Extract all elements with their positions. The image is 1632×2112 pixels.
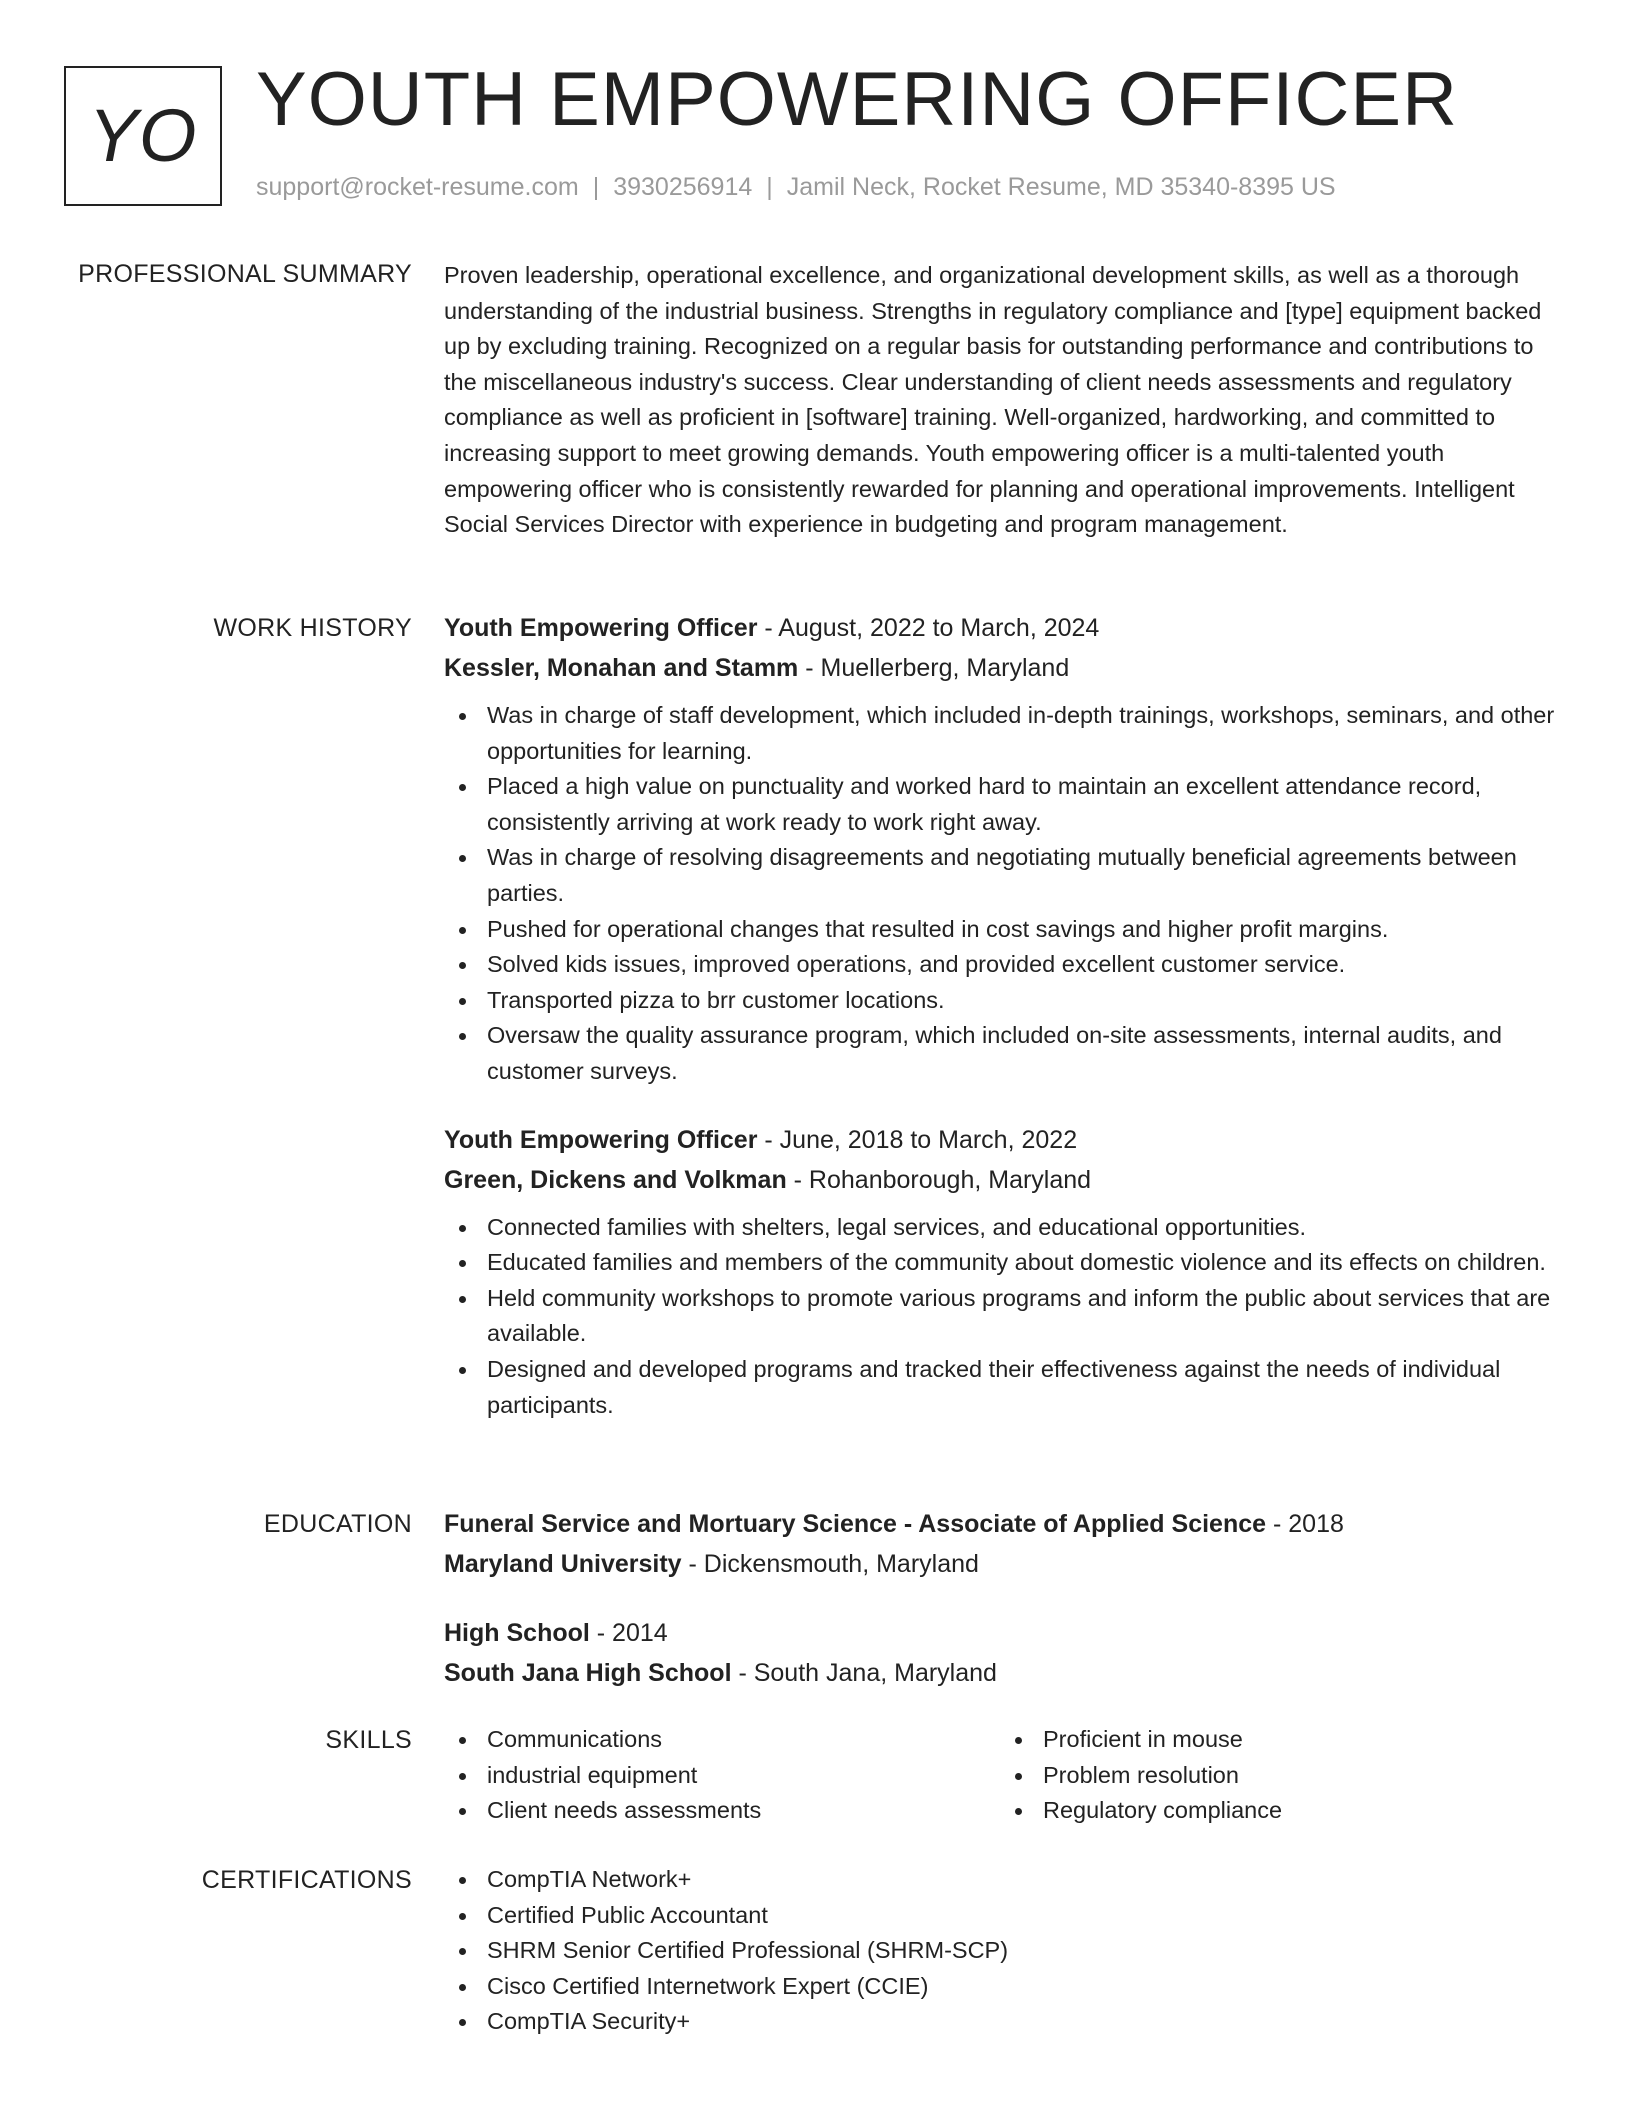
summary-text: Proven leadership, operational excellence, and organizational development skills, as well as a thorough understanding of the industrial business. Strengths in regulatory compliance and [type] equipment backed up by excluding training. Recognized on a regular basis for outstanding performance and contributions to the miscellaneous industry's success. Clear understanding of client needs assessments and regulatory compliance as well as proficient in [software] training. Well-organized, hardworking, and committed to increasing support to meet growing demands. Youth empowering officer is a multi-talented youth empowering officer who is consistently rewarded for planning and operational improvements. Intelligent Social Services Director with experience in budgeting and program management. <box>444 262 1542 538</box>
section-label-work-history: WORK HISTORY <box>213 614 412 642</box>
section-label-certifications: CERTIFICATIONS <box>201 1866 412 1894</box>
education-degree-line <box>444 1613 1556 1653</box>
contact-separator: | <box>766 173 773 201</box>
list-item: Cisco Certified Internetwork Expert (CCIE) <box>487 1969 1556 2005</box>
job-entry <box>444 608 1556 1090</box>
education-year: - 2014 <box>589 1619 668 1647</box>
job-bullets <box>444 698 1556 1090</box>
job-title-line <box>444 1120 1556 1160</box>
job-company-line <box>444 648 1556 688</box>
list-item: industrial equipment <box>487 1758 1000 1794</box>
list-item: Was in charge of resolving disagreements and negotiating mutually beneficial agreements between parties. <box>487 840 1556 911</box>
job-company: Green, Dickens and Volkman <box>444 1165 787 1194</box>
list-item: Designed and developed programs and tracked their effectiveness against the needs of individual participants. <box>487 1352 1556 1423</box>
skills-body <box>444 1722 1556 1829</box>
job-entry <box>444 1120 1556 1424</box>
job-company: Kessler, Monahan and Stamm <box>444 654 799 682</box>
list-item: SHRM Senior Certified Professional (SHRM-SCP) <box>487 1933 1556 1969</box>
education-year: - 2018 <box>1266 1510 1344 1538</box>
list-item: Communications <box>487 1722 1000 1758</box>
list-item: Pushed for operational changes that resulted in cost savings and higher profit margins. <box>487 912 1556 948</box>
monogram-box <box>64 66 222 206</box>
list-item: CompTIA Security+ <box>487 2004 1556 2040</box>
section-label-summary: PROFESSIONAL SUMMARY <box>78 260 412 288</box>
education-body <box>444 1504 1556 1693</box>
education-school: Maryland University <box>444 1550 682 1578</box>
skills-list-left <box>444 1722 1000 1829</box>
list-item: Oversaw the quality assurance program, which included on-site assessments, internal audits, and customer surveys. <box>487 1018 1556 1089</box>
list-item: Placed a high value on punctuality and worked hard to maintain an excellent attendance record, consistently arriving at work ready to work right away. <box>487 769 1556 840</box>
section-label-skills: SKILLS <box>325 1726 412 1754</box>
job-location: - Muellerberg, Maryland <box>798 654 1070 682</box>
job-dates: - August, 2022 to March, 2024 <box>757 614 1100 642</box>
skills-list-right <box>1000 1722 1556 1829</box>
contact-address: Jamil Neck, Rocket Resume, MD 35340-8395 US <box>786 173 1336 201</box>
list-item: CompTIA Network+ <box>487 1862 1556 1898</box>
list-item: Held community workshops to promote various programs and inform the public about services that are available. <box>487 1281 1556 1352</box>
education-entry <box>444 1613 1556 1693</box>
education-degree: High School <box>444 1619 590 1647</box>
education-degree-line <box>444 1504 1556 1544</box>
contact-separator: | <box>592 173 600 201</box>
education-school-line <box>444 1653 1556 1693</box>
contact-line <box>256 172 1336 202</box>
monogram-initials: YO <box>88 94 198 177</box>
list-item: Was in charge of staff development, which included in-depth trainings, workshops, seminars, and other opportunities for learning. <box>487 698 1556 769</box>
list-item: Educated families and members of the community about domestic violence and its effects on children. <box>487 1245 1556 1281</box>
education-entry <box>444 1504 1556 1584</box>
certifications-list <box>444 1862 1556 2040</box>
list-item: Regulatory compliance <box>1043 1793 1556 1829</box>
list-item: Connected families with shelters, legal services, and educational opportunities. <box>487 1210 1556 1246</box>
list-item: Client needs assessments <box>487 1793 1000 1829</box>
job-company-line <box>444 1160 1556 1200</box>
job-dates: - June, 2018 to March, 2022 <box>757 1125 1078 1154</box>
job-title-line <box>444 608 1556 648</box>
job-location: - Rohanborough, Maryland <box>786 1165 1092 1194</box>
education-school-line <box>444 1544 1556 1584</box>
job-title: Youth Empowering Officer <box>444 1125 758 1154</box>
education-location: - South Jana, Maryland <box>731 1659 997 1687</box>
certifications-body <box>444 1862 1556 2040</box>
job-title: Youth Empowering Officer <box>444 614 758 642</box>
education-location: - Dickensmouth, Maryland <box>681 1550 979 1578</box>
candidate-name: YOUTH EMPOWERING OFFICER <box>256 57 1458 142</box>
contact-phone: 3930256914 <box>613 173 753 201</box>
job-bullets <box>444 1210 1556 1424</box>
list-item: Problem resolution <box>1043 1758 1556 1794</box>
contact-email: support@rocket-resume.com <box>256 173 579 201</box>
work-history-body <box>444 608 1556 1423</box>
list-item: Certified Public Accountant <box>487 1898 1556 1934</box>
education-degree: Funeral Service and Mortuary Science - Associate of Applied Science <box>444 1510 1267 1538</box>
list-item: Transported pizza to brr customer locations. <box>487 983 1556 1019</box>
education-school: South Jana High School <box>444 1659 732 1687</box>
list-item: Solved kids issues, improved operations, and provided excellent customer service. <box>487 947 1556 983</box>
section-label-education: EDUCATION <box>263 1510 412 1538</box>
list-item: Proficient in mouse <box>1043 1722 1556 1758</box>
summary-body <box>444 258 1556 543</box>
